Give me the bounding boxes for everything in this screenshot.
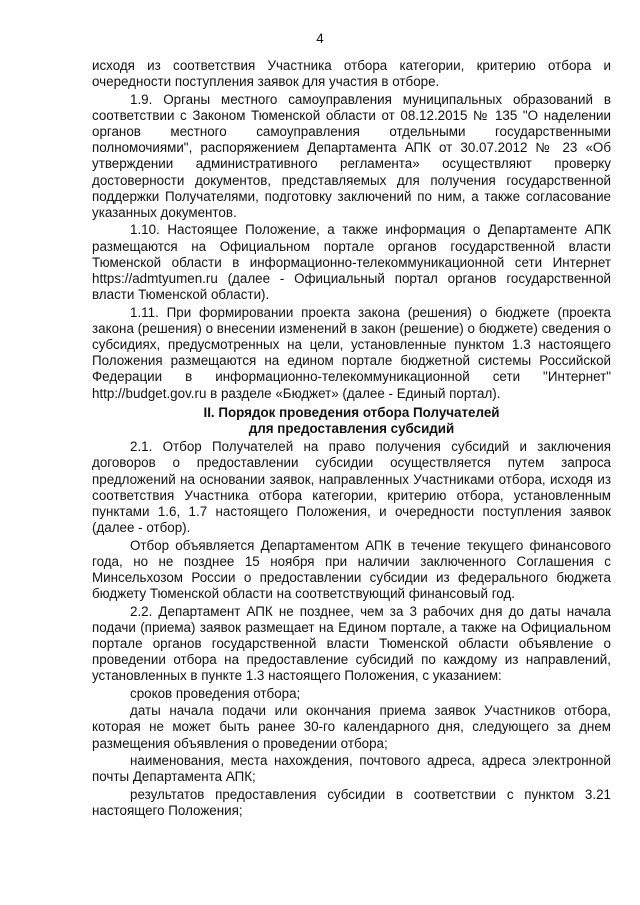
- page-number: 4: [316, 31, 324, 46]
- list-item-department-contacts: наименования, места нахождения, почтового адреса, адреса электронной почты Департамента АПК;: [92, 753, 611, 785]
- list-item-application-dates: даты начала подачи или окончания приема заявок Участников отбора, которая не может быть ранее 30-го календарного дня, следующего за днем размещения объявления о проведении отбора;: [92, 703, 611, 751]
- paragraph-2-2: 2.2. Департамент АПК не позднее, чем за 3 рабочих дня до даты начала подачи (приема) заявок размещает на Едином портале, а также на Официальном портале органов государственной власти Тюменской области объявление о проведении отбора на предоставление субсидий по каждому из направлений, установленных в пункте 1.3 настоящего Положения, с указанием:: [92, 603, 611, 684]
- paragraph-2-1: 2.1. Отбор Получателей на право получения субсидий и заключения договоров о предоставлении субсидии осуществляется путем запроса предложений на основании заявок, направленных Участниками отбора, исходя из соответствия Участника отбора категории, критерию отбора, установленным пунктами 1.6, 1.7 настоящего Положения, и очередности поступления заявок (далее - отбор).: [92, 439, 611, 536]
- list-item-subsidy-results: результатов предоставления субсидии в соответствии с пунктом 3.21 настоящего Положения;: [92, 786, 611, 818]
- paragraph-selection-announcement: Отбор объявляется Департаментом АПК в течение текущего финансового года, но не позднее 15 ноября при наличии заключенного Соглашения с Минсельхозом России о предоставлении субсидии из федерального бюджета бюджету Тюменской области на соответствующий финансовый год.: [92, 537, 611, 602]
- list-item-selection-dates: сроков проведения отбора;: [130, 685, 301, 701]
- section-heading-line-1: II. Порядок проведения отбора Получателей: [203, 404, 500, 420]
- paragraph-1-10: 1.10. Настоящее Положение, а также информация о Департаменте АПК размещаются на Официальном портале органов государственной власти Тюменской области в информационно-телекоммуникационной сети Интернет https://admtyumen.ru (далее - Официальный портал органов государственной власти Тюменской области).: [92, 222, 611, 303]
- section-heading-line-2: для предоставления субсидий: [248, 421, 455, 437]
- paragraph-1-9: 1.9. Органы местного самоуправления муниципальных образований в соответствии с Законом Тюменской области от 08.12.2015 № 135 "О наделении органов местного самоуправления отдельными государственными полномочиями", распоряжением Департамента АПК от 30.07.2012 № 23 «Об утверждении административного регламента» осуществляют проверку достоверности документов, представляемых для получения государственной поддержки Получателями, подготовку заключений по ним, а также согласование указанных документов.: [92, 91, 611, 221]
- section-heading: [92, 405, 611, 437]
- paragraph-continuation: исходя из соответствия Участника отбора категории, критерию отбора и очередности поступления заявок для участия в отборе.: [92, 58, 611, 90]
- paragraph-1-11: 1.11. При формировании проекта закона (решения) о бюджете (проекта закона (решения) о внесении изменений в закон (решение) о бюджете) сведения о субсидиях, предусмотренных на цели, установленные пунктом 1.3 настоящего Положения размещаются на едином портале бюджетной системы Российской Федерации в информационно-телекоммуникационной сети "Интернет" http://budget.gov.ru в разделе «Бюджет» (далее - Единый портал).: [92, 304, 611, 401]
- document-body: [92, 58, 611, 820]
